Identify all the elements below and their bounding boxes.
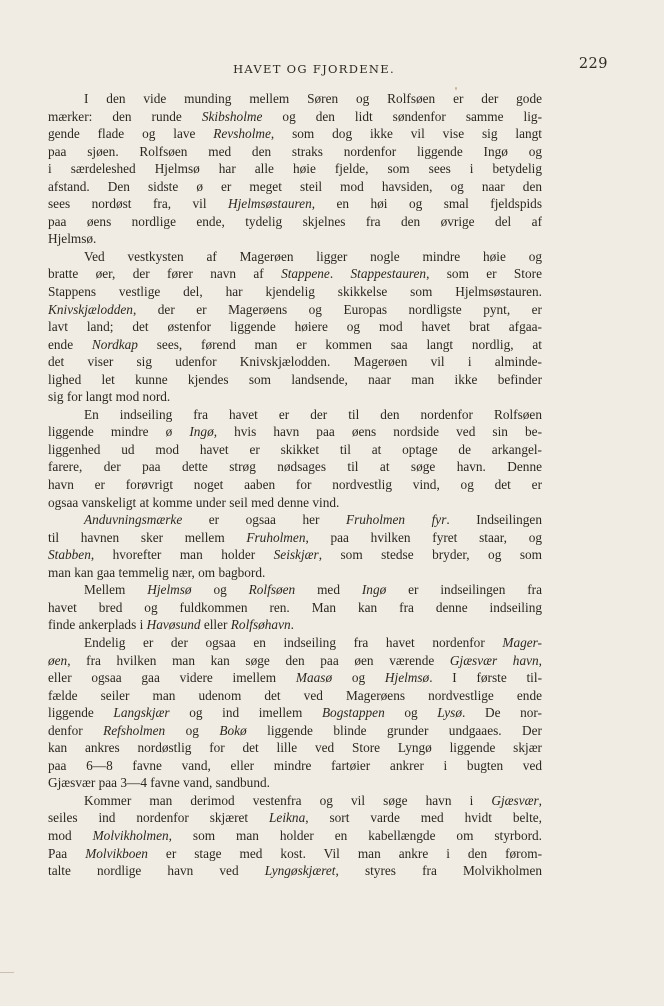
text-line	[48, 125, 542, 143]
text-line	[48, 704, 542, 722]
text-run: og	[165, 722, 220, 738]
text-run: lavt land; det østenfor liggende høiere og mod havet brat afgaa-	[48, 319, 542, 335]
text-run: En indseiling fra havet er der til den nordenfor Rolfsøen	[84, 406, 542, 422]
text-line	[48, 599, 542, 617]
italic-text: Stappene	[281, 266, 330, 282]
italic-text: Ingø	[189, 424, 214, 440]
italic-text: Refsholmen	[103, 722, 166, 738]
paragraph	[48, 634, 542, 792]
text-line	[48, 160, 542, 178]
text-run: I den vide munding mellem Søren og Rolfsøen er der gode	[84, 91, 542, 106]
text-line	[48, 476, 542, 494]
text-run: Ved vestkysten af Magerøen ligger nogle mindre høie og	[84, 248, 542, 264]
text-line	[48, 564, 542, 582]
text-line	[48, 388, 542, 406]
text-run: mod	[48, 827, 93, 843]
paragraph	[48, 248, 542, 406]
italic-text: Bokø	[219, 722, 247, 738]
text-run: liggende mindre ø	[48, 424, 190, 440]
text-line	[48, 90, 542, 108]
italic-text: Rolfsøen	[248, 582, 296, 598]
text-line	[48, 213, 542, 231]
text-run: Mellem	[84, 582, 148, 598]
text-run: havet bred og fuldkommen ren. Man kan fra denne indseiling	[48, 599, 542, 615]
text-line	[48, 634, 542, 652]
text-run: Endelig er der ogsaa en indseiling fra havet nordenfor	[84, 634, 503, 650]
text-line	[48, 581, 542, 599]
text-line	[48, 248, 542, 266]
italic-text: Bogstappen	[321, 705, 385, 721]
text-run: eller ogsaa gaa videre imellem	[48, 670, 296, 686]
text-run: til havnen sker mellem	[48, 529, 247, 545]
text-run: eller	[200, 617, 231, 633]
text-run: mærker: den runde	[48, 108, 202, 124]
page-edge-mark	[0, 972, 14, 973]
text-run: .	[290, 617, 294, 633]
text-line	[48, 371, 542, 389]
paragraph	[48, 90, 542, 248]
text-run: liggenhed ud mod havet er skikket til at optage de arkangel-	[48, 441, 542, 457]
text-run: seiles ind nordenfor skjæret	[48, 810, 270, 826]
running-head	[48, 56, 608, 80]
text-run: . Indseilingen	[446, 512, 542, 528]
text-line	[48, 283, 542, 301]
text-run: , hvis havn paa øens nordside ved sin be-	[213, 424, 542, 440]
text-line	[48, 511, 542, 529]
text-run: liggende blinde grunder undgaaes. Der	[246, 722, 542, 738]
text-line	[48, 195, 542, 213]
text-run: sees nordøst fra, vil	[48, 196, 228, 212]
text-run: Kommer man derimod vestenfra og vil søge havn i	[84, 792, 492, 808]
italic-text: Hjelmsø	[147, 582, 192, 598]
text-run: . De nor-	[462, 705, 542, 721]
text-run: , som er Store	[426, 266, 542, 282]
text-line	[48, 774, 542, 792]
text-run: , som stedse bryder, og som	[318, 547, 542, 563]
text-line	[48, 827, 542, 845]
text-line	[48, 265, 542, 283]
text-run: havn er forøvrigt noget aaben for nordvestlig vind, og det er	[48, 477, 542, 493]
text-run: og den lidt søndenfor samme lig-	[262, 108, 542, 124]
text-line	[48, 792, 542, 810]
text-run: er stage med kost. Vil man ankre i den førom-	[147, 845, 542, 861]
text-line	[48, 178, 542, 196]
italic-text: Knivskjælodden	[48, 301, 133, 317]
text-run: . I første til-	[429, 670, 542, 686]
text-run: gende flade og lave	[48, 126, 214, 142]
italic-text: Leikna	[269, 810, 306, 826]
italic-text: Ingø	[361, 582, 387, 598]
text-line	[48, 616, 542, 634]
italic-text: Rolfsøhavn	[230, 617, 291, 633]
text-run: finde ankerplads i	[48, 617, 147, 633]
text-line	[48, 845, 542, 863]
italic-text: Mager-	[502, 634, 542, 650]
text-line	[48, 687, 542, 705]
text-line	[48, 494, 542, 512]
text-line	[48, 108, 542, 126]
text-run: og	[191, 582, 249, 598]
italic-text: Langskjær	[113, 705, 170, 721]
text-run: , styres fra Molvikholmen	[335, 863, 542, 879]
italic-text: Anduvningsmærke	[84, 512, 183, 528]
text-run: , som man holder en kabellængde om styrbord.	[168, 827, 542, 843]
body-text	[48, 90, 542, 880]
italic-text: Fruholmen	[246, 529, 306, 545]
text-run: Gjæsvær paa 3—4 favne vand, sandbund.	[48, 775, 270, 791]
text-run: talte nordlige havn ved	[48, 863, 265, 879]
text-run: det viser sig udenfor Knivskjælodden. Magerøen vil i alminde-	[48, 354, 542, 370]
italic-text: Lyngøskjæret	[264, 863, 336, 879]
page-title: HAVET OG FJORDENE.	[233, 62, 395, 76]
text-line	[48, 546, 542, 564]
italic-text: øen	[48, 652, 68, 668]
text-line	[48, 529, 542, 547]
italic-text: Maasø	[295, 670, 333, 686]
text-line	[48, 441, 542, 459]
text-run: lighed let kunne kjendes som landsende, naar man ikke befinder	[48, 371, 542, 387]
text-line	[48, 757, 542, 775]
text-line	[48, 669, 542, 687]
text-run: fælde seiler man udenom det ved Magerøens nordvestlige ende	[48, 687, 542, 703]
text-run: og	[384, 705, 438, 721]
text-run: er indseilingen fra	[386, 582, 542, 598]
text-run: liggende	[48, 705, 114, 721]
text-run: ogsaa vanskeligt at komme under seil med denne vind.	[48, 494, 340, 510]
text-run: med	[295, 582, 362, 598]
text-line	[48, 722, 542, 740]
text-run: denfor	[48, 722, 104, 738]
text-run: kan ankres nordøstlig for det lille ved Store Lyngø liggende skjær	[48, 740, 542, 756]
paragraph	[48, 511, 542, 581]
italic-text: Gjæsvær	[491, 792, 539, 808]
text-run: Paa	[48, 845, 86, 861]
italic-text: Stappestauren	[350, 266, 427, 282]
paragraph	[48, 406, 542, 511]
text-line	[48, 353, 542, 371]
text-run: , som dog ikke vil vise sig langt	[270, 126, 542, 142]
text-run: paa sjøen. Rolfsøen med den straks nordenfor liggende Ingø og	[48, 143, 542, 159]
paragraph	[48, 792, 542, 880]
text-run: , sort varde med hvidt belte,	[305, 810, 542, 826]
text-line	[48, 336, 542, 354]
text-line	[48, 406, 542, 424]
italic-text: Skibsholme	[201, 108, 263, 124]
text-run: ende	[48, 336, 92, 352]
text-run: , der er Magerøens og Europas nordligste pynt, er	[132, 301, 542, 317]
text-run: .	[329, 266, 351, 282]
text-run: , en høi og smal fjeldspids	[311, 196, 542, 212]
text-run: er ogsaa her	[182, 512, 346, 528]
text-line	[48, 458, 542, 476]
italic-text: Gjæsvær havn	[449, 652, 539, 668]
italic-text: Lysø	[437, 705, 463, 721]
italic-text: Hjelmsø	[384, 670, 430, 686]
text-line	[48, 318, 542, 336]
italic-text: Nordkap	[91, 336, 138, 352]
text-run: sees, førend man er kommen saa langt nordlig, at	[137, 336, 542, 352]
text-line	[48, 862, 542, 880]
italic-text: Molvikboen	[85, 845, 148, 861]
text-run: , fra hvilken man kan søge den paa øen værende	[67, 652, 450, 668]
text-line	[48, 739, 542, 757]
text-run: og ind imellem	[169, 705, 322, 721]
text-run: bratte øer, der fører navn af	[48, 266, 282, 282]
text-run: farere, der paa dette strøg nødsages til at søge havn. Denne	[48, 459, 542, 475]
text-run: , hvorefter man holder	[90, 547, 274, 563]
text-run: paa øens nordlige ende, tydelig skjelnes fra den øvrige del af	[48, 213, 542, 229]
text-run: afstand. Den sidste ø er meget steil mod havsiden, og naar den	[48, 178, 542, 194]
italic-text: Havøsund	[146, 617, 201, 633]
text-line	[48, 809, 542, 827]
italic-text: Seiskjær	[273, 547, 319, 563]
text-run: ,	[538, 652, 542, 668]
text-run: paa 6—8 favne vand, eller mindre fartøier ankrer i bugten ved	[48, 757, 542, 773]
text-line	[48, 423, 542, 441]
text-run: Stappens vestlige del, har kjendelig skikkelse som Hjelmsøstauren.	[48, 284, 542, 300]
text-run: , paa hvilken fyret staar, og	[305, 529, 542, 545]
text-run: i særdeleshed Hjelmsø har alle høie fjelde, som sees i betydelig	[48, 161, 542, 177]
text-run: og	[332, 670, 385, 686]
page-number: 229	[578, 56, 608, 72]
italic-text: Fruholmen fyr	[345, 512, 447, 528]
italic-text: Hjelmsøstauren	[228, 196, 312, 212]
italic-text: Molvikholmen	[92, 827, 169, 843]
text-line	[48, 652, 542, 670]
text-line	[48, 230, 542, 248]
text-run: man kan gaa temmelig nær, om bagbord.	[48, 564, 266, 580]
text-run: Hjelmsø.	[48, 231, 97, 247]
text-run: ,	[538, 792, 542, 808]
text-run: sig for langt mod nord.	[48, 389, 171, 405]
italic-text: Stabben	[48, 547, 91, 563]
paragraph	[48, 581, 542, 634]
text-line	[48, 301, 542, 319]
text-line	[48, 143, 542, 161]
italic-text: Revsholme	[213, 126, 271, 142]
